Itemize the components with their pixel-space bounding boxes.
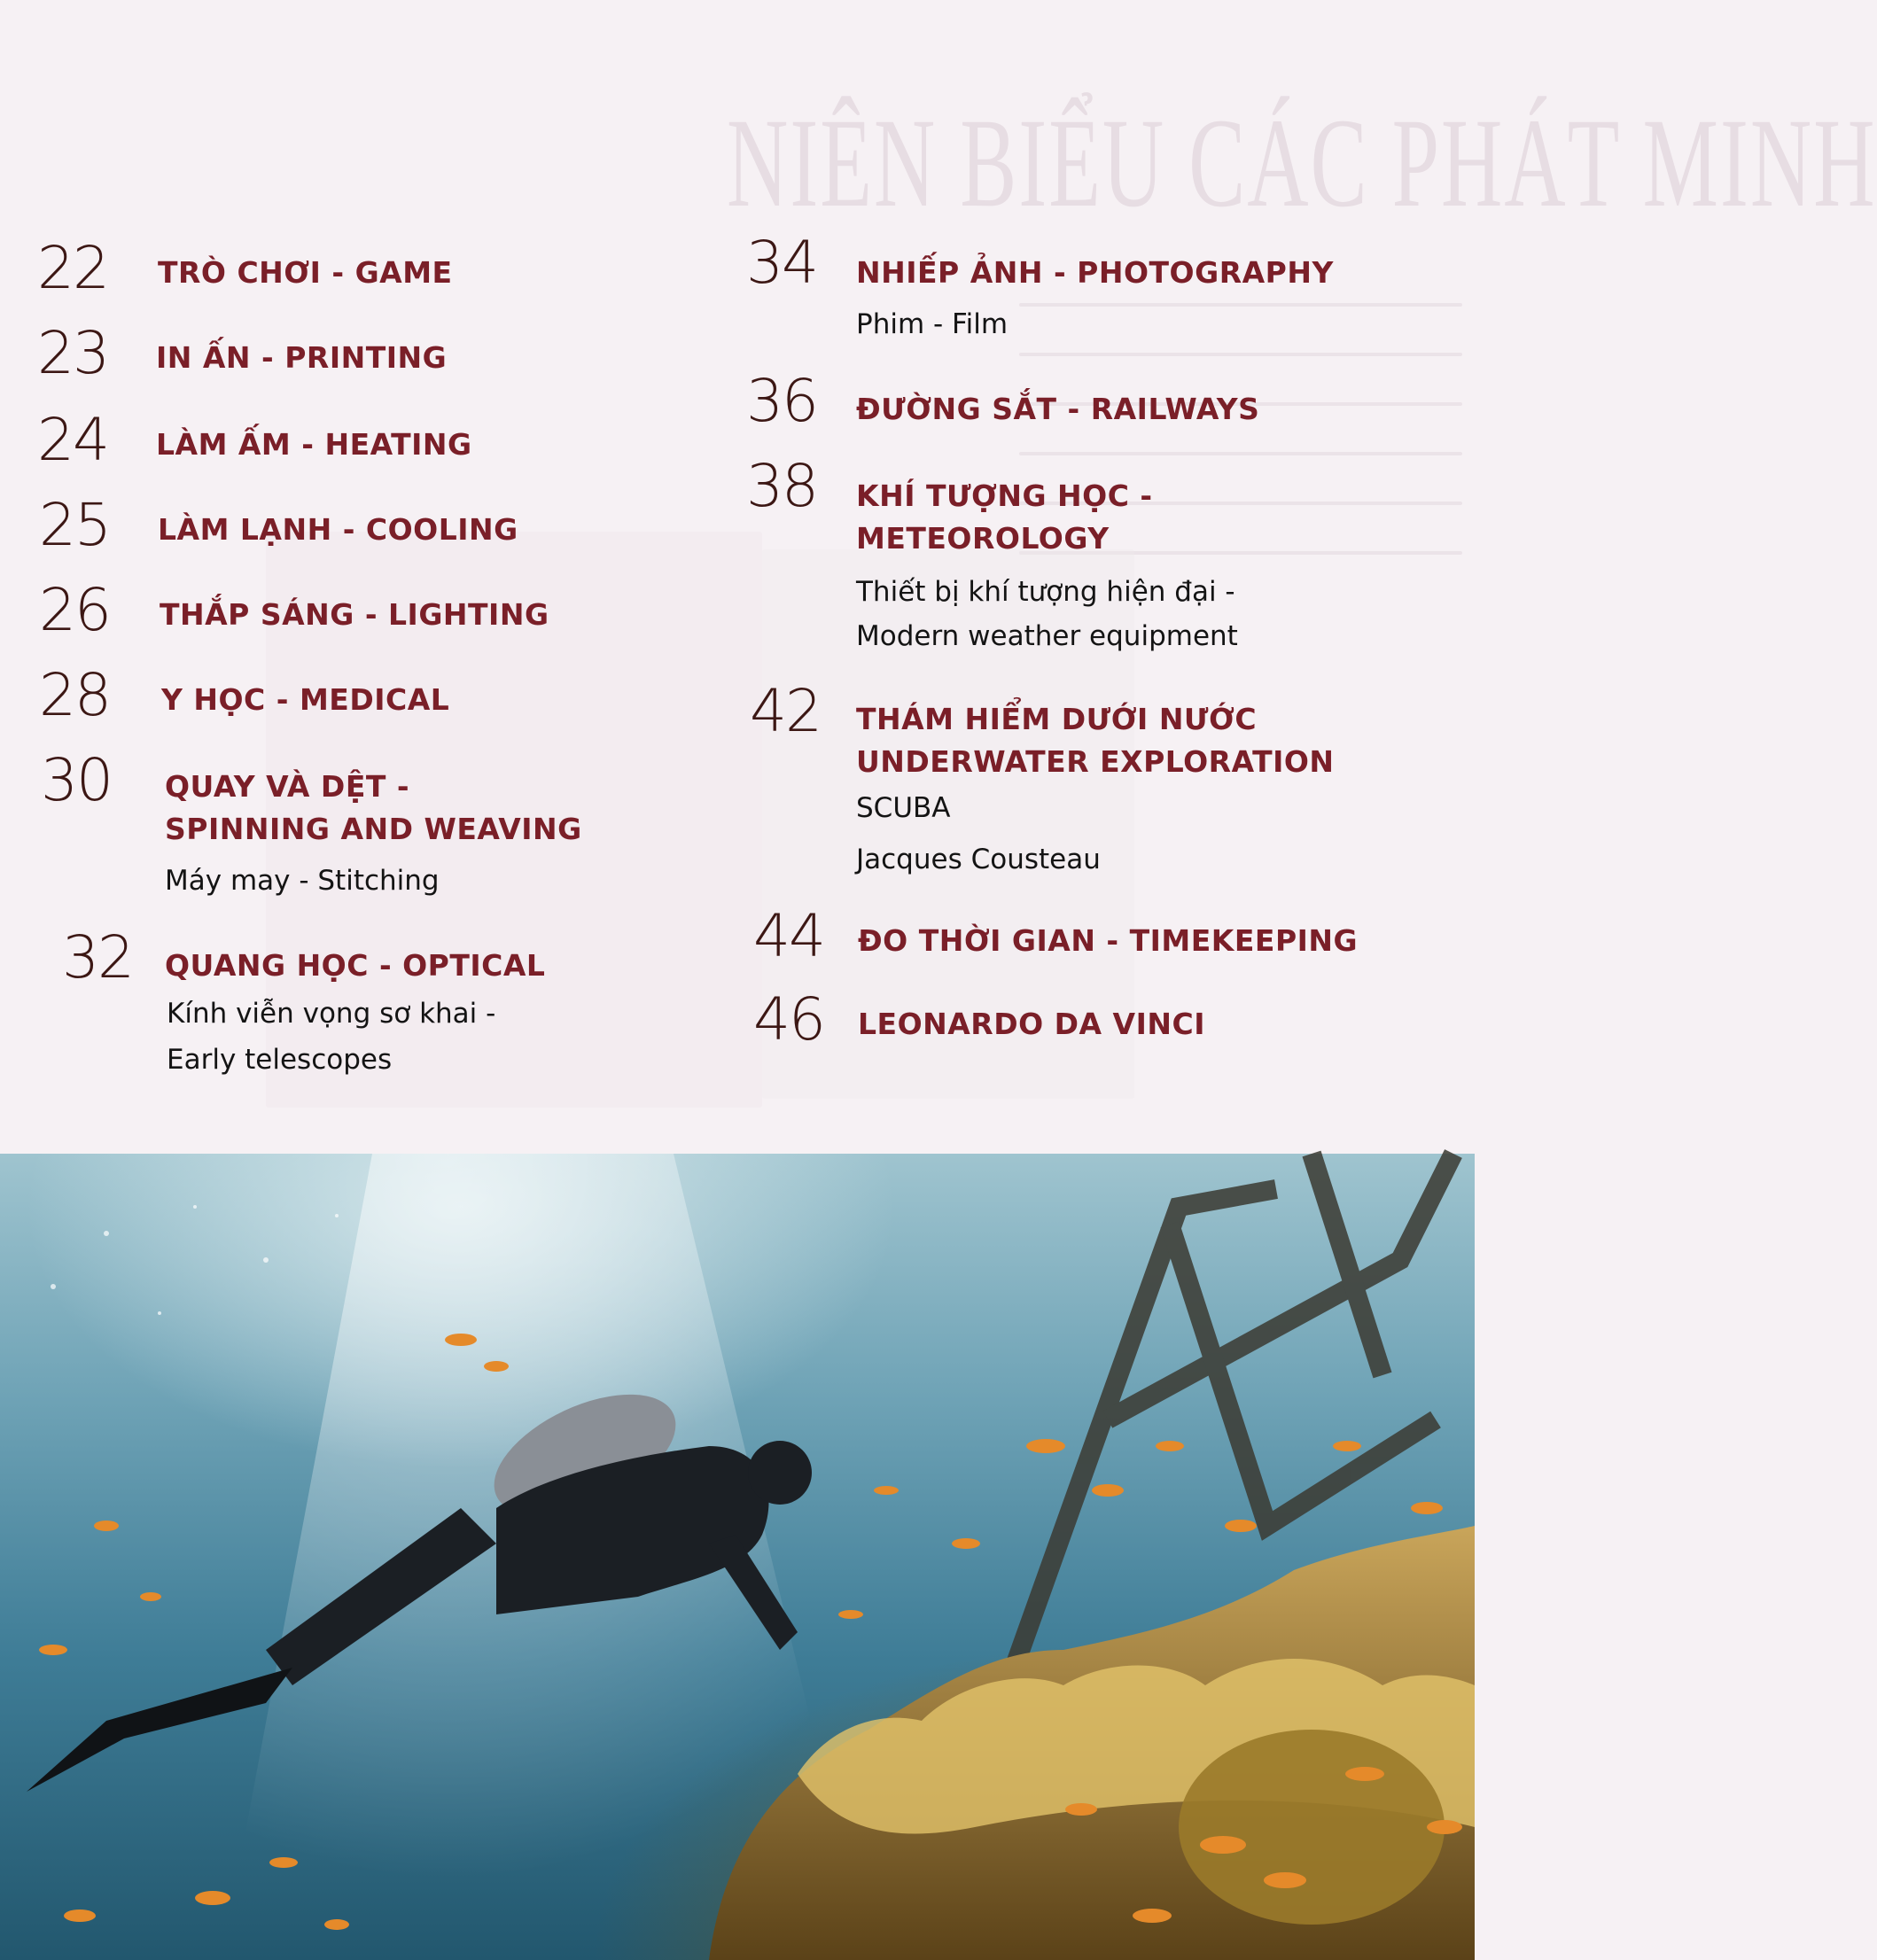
toc-page-number: 38 bbox=[746, 452, 817, 520]
toc-subtopic: Early telescopes bbox=[167, 1044, 393, 1076]
toc-subtopic: Jacques Cousteau bbox=[856, 844, 1101, 875]
toc-page-number: 26 bbox=[39, 576, 110, 644]
toc-entry-25[interactable] bbox=[39, 491, 713, 559]
toc-page-number: 23 bbox=[37, 319, 108, 387]
toc-title: TRÒ CHƠI - GAME bbox=[158, 255, 453, 290]
toc-subtopic: Modern weather equipment bbox=[856, 620, 1238, 652]
toc-page-number: 44 bbox=[753, 902, 824, 970]
underwater-scene bbox=[0, 1154, 1475, 1960]
toc-page-number: 46 bbox=[753, 985, 824, 1054]
toc-page-number: 32 bbox=[62, 923, 133, 992]
toc-title: ĐƯỜNG SẮT - RAILWAYS bbox=[856, 392, 1260, 426]
ghost-heading: NIÊN BIỂU CÁC PHÁT MINH bbox=[727, 91, 1877, 234]
toc-entry-46[interactable] bbox=[753, 985, 1462, 1054]
toc-entry-34[interactable] bbox=[746, 229, 1455, 349]
toc-page-number: 42 bbox=[750, 677, 821, 745]
toc-entry-36[interactable] bbox=[746, 367, 1455, 435]
toc-entry-22[interactable] bbox=[37, 234, 711, 302]
toc-title: LÀM LẠNH - COOLING bbox=[158, 512, 518, 547]
toc-entry-32[interactable] bbox=[62, 923, 718, 1088]
toc-title: LÀM ẤM - HEATING bbox=[156, 427, 472, 462]
underwater-photo bbox=[0, 1154, 1475, 1960]
toc-subtopic: Kính viễn vọng sơ khai - bbox=[167, 998, 496, 1030]
toc-title-line-2: SPINNING AND WEAVING bbox=[165, 812, 582, 846]
toc-title: IN ẤN - PRINTING bbox=[156, 340, 448, 375]
toc-entry-26[interactable] bbox=[39, 576, 713, 644]
toc-page-number: 36 bbox=[746, 367, 817, 435]
toc-page-number: 24 bbox=[37, 406, 108, 474]
bubbles bbox=[51, 1205, 339, 1315]
toc-subtopic: Máy may - Stitching bbox=[165, 865, 440, 897]
toc-subtopic: Phim - Film bbox=[856, 308, 1009, 340]
toc-title-line-2: METEOROLOGY bbox=[856, 521, 1110, 556]
toc-subtopic: SCUBA bbox=[856, 792, 951, 824]
toc-entry-38[interactable] bbox=[746, 452, 1455, 652]
toc-entry-23[interactable] bbox=[37, 319, 711, 387]
toc-page-number: 22 bbox=[37, 234, 108, 302]
toc-page-number: 25 bbox=[39, 491, 110, 559]
toc-page-number: 28 bbox=[39, 661, 110, 729]
toc-title: KHÍ TƯỢNG HỌC - bbox=[856, 478, 1153, 513]
toc-title: THẮP SÁNG - LIGHTING bbox=[160, 597, 549, 632]
toc-subtopic: Thiết bị khí tượng hiện đại - bbox=[856, 576, 1235, 608]
toc-title: QUAY VÀ DỆT - bbox=[165, 769, 410, 804]
toc-entry-30[interactable] bbox=[41, 746, 714, 902]
toc-entry-42[interactable] bbox=[750, 677, 1459, 886]
toc-title: NHIẾP ẢNH - PHOTOGRAPHY bbox=[856, 255, 1334, 290]
toc-title: Y HỌC - MEDICAL bbox=[161, 682, 450, 717]
toc-title-line-2: UNDERWATER EXPLORATION bbox=[856, 744, 1335, 779]
toc-entry-44[interactable] bbox=[753, 902, 1462, 970]
toc-title: ĐO THỜI GIAN - TIMEKEEPING bbox=[858, 923, 1359, 958]
toc-page-number: 34 bbox=[746, 229, 817, 297]
toc-page-number: 30 bbox=[41, 746, 112, 814]
toc-title: THÁM HIỂM DƯỚI NƯỚC bbox=[856, 702, 1258, 736]
toc-entry-28[interactable] bbox=[39, 661, 713, 729]
toc-title: QUANG HỌC - OPTICAL bbox=[165, 948, 546, 983]
toc-entry-24[interactable] bbox=[37, 406, 711, 474]
toc-title: LEONARDO DA VINCI bbox=[858, 1007, 1205, 1041]
